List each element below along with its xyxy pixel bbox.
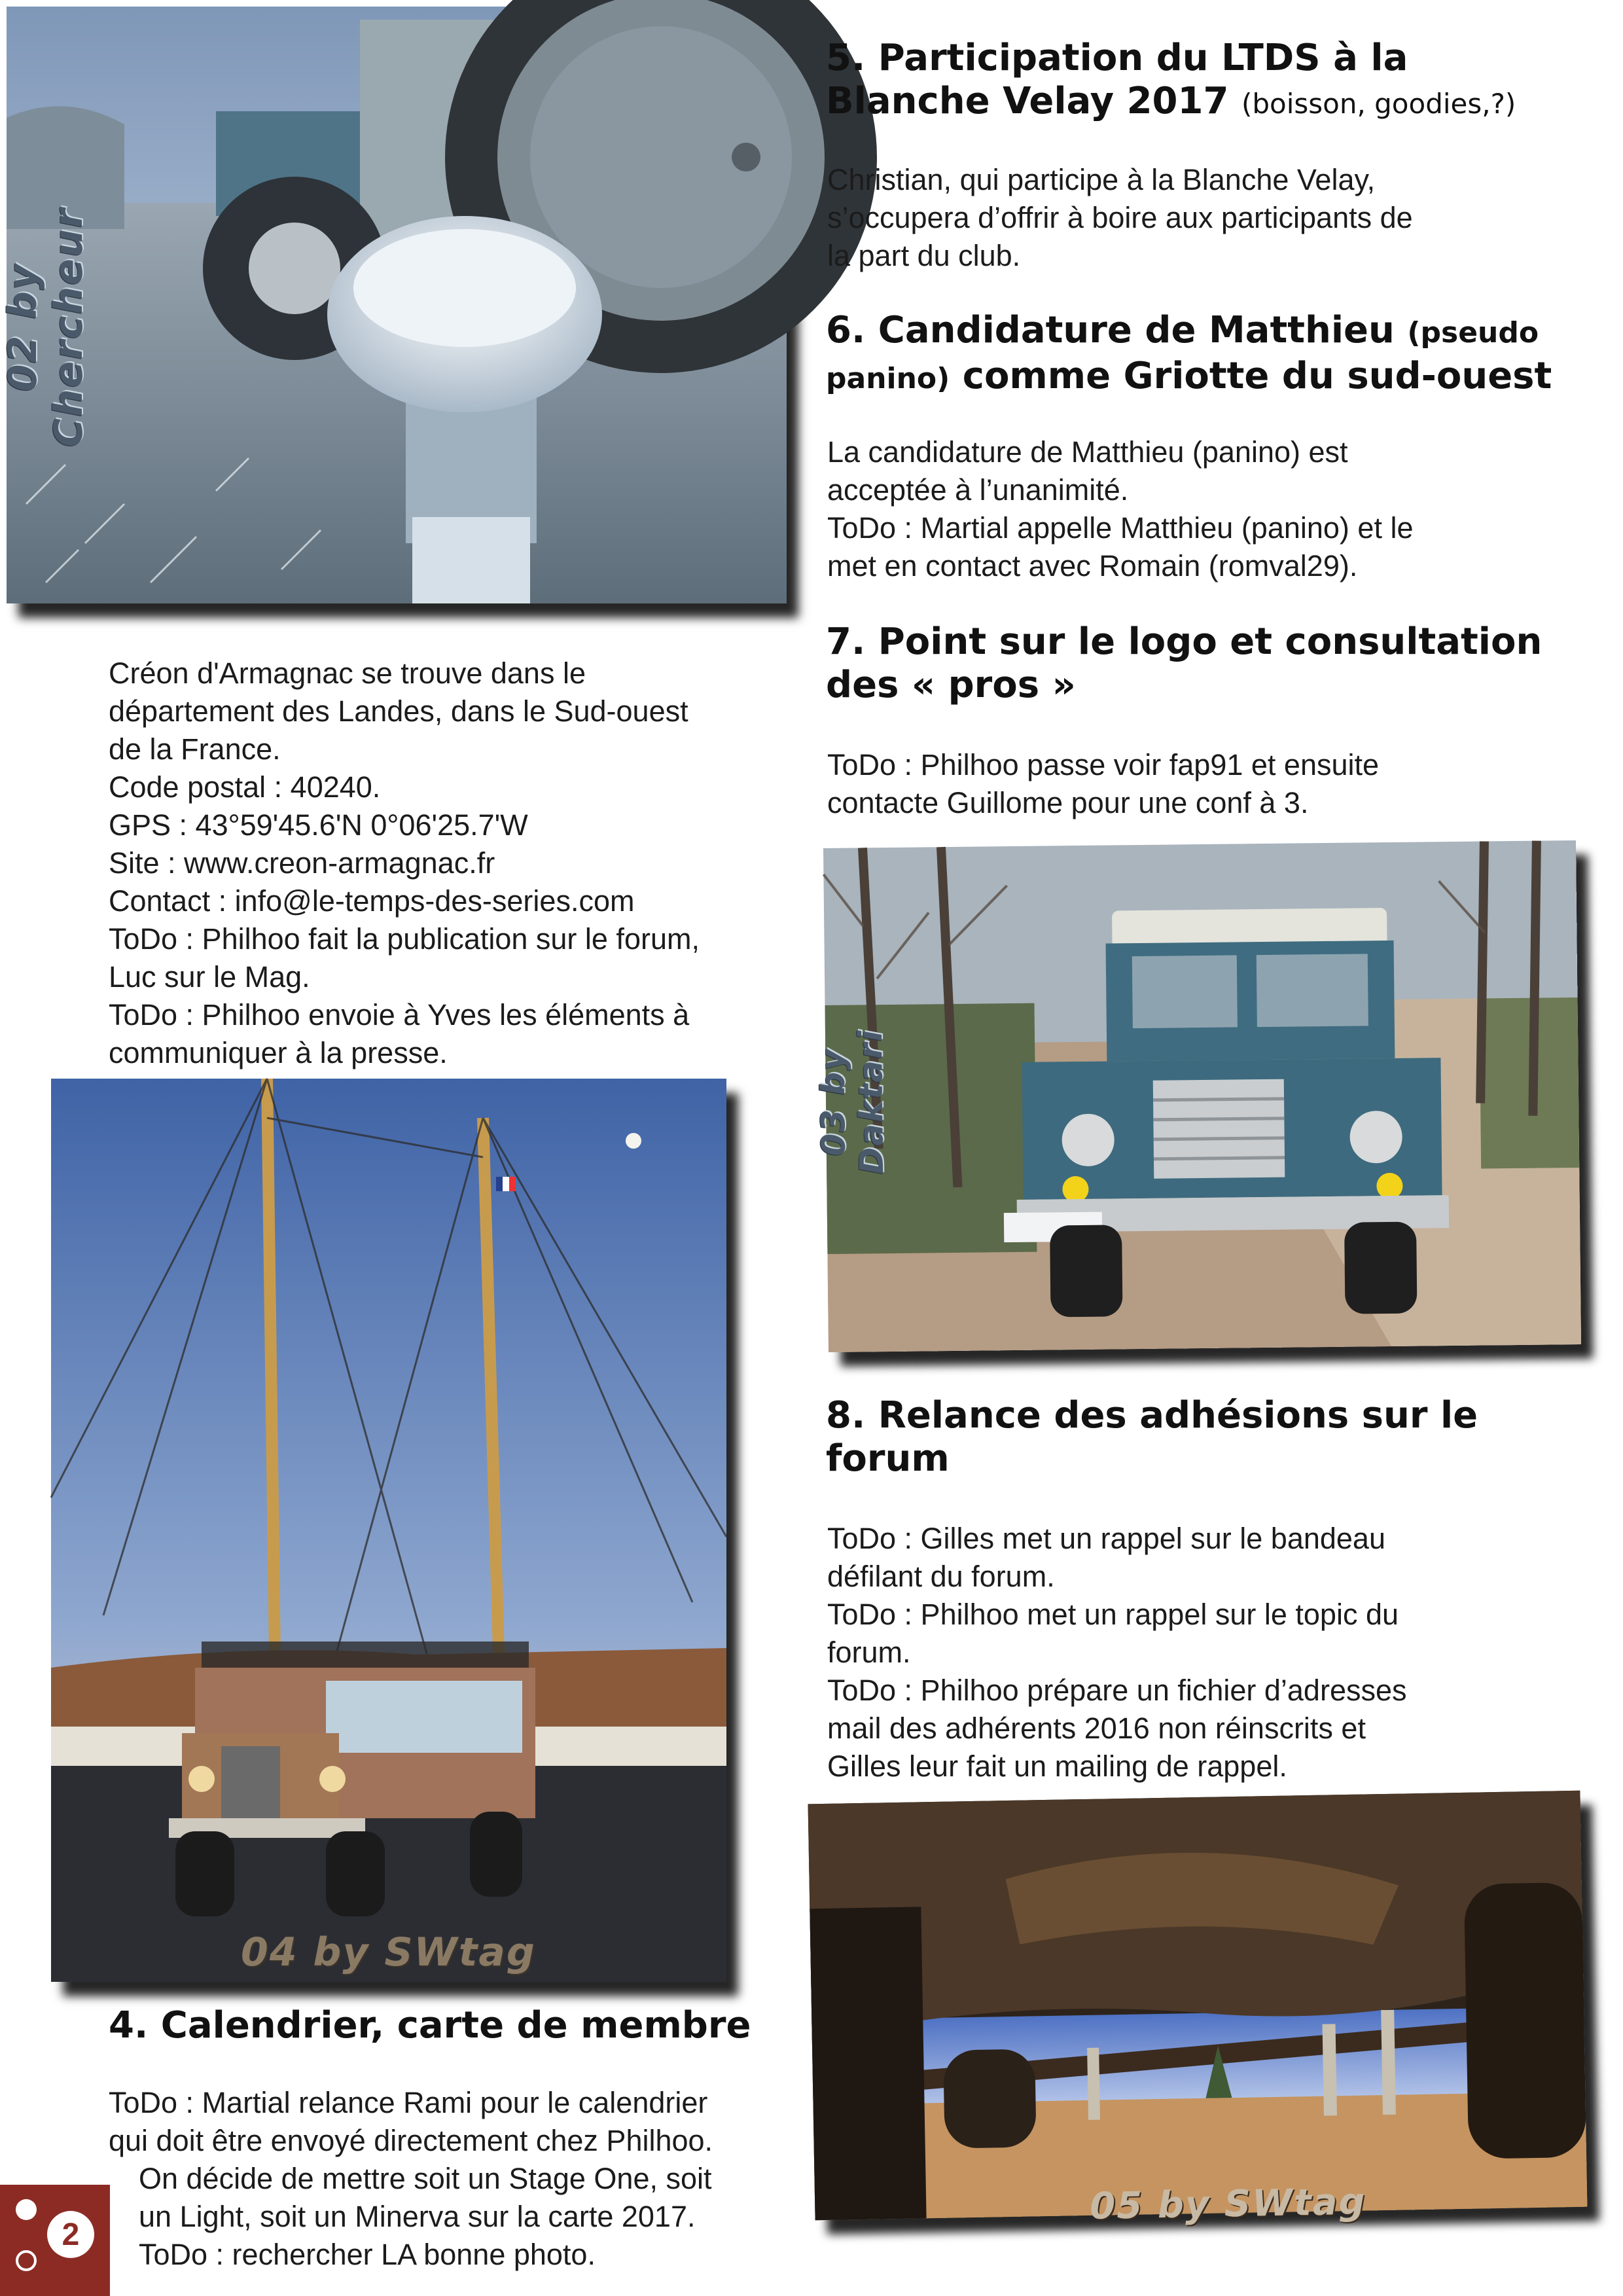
text-line: La candidature de Matthieu (panino) est (827, 435, 1348, 469)
text-line: ToDo : Gilles met un rappel sur le bandeau (827, 1522, 1385, 1555)
text-line: Site : www.creon-armagnac.fr (109, 846, 495, 880)
underside-image (808, 1791, 1588, 2220)
text-line: communiquer à la presse. (109, 1036, 448, 1069)
text-line: ToDo : Martial relance Rami pour le calendrier (109, 2086, 708, 2119)
text-line: la part du club. (827, 239, 1021, 272)
section-5-title-line1: 5. Participation du LTDS à la (826, 37, 1408, 79)
photo-landrover-road (813, 840, 1581, 1352)
text-line: forum. (827, 1636, 911, 1669)
photo-underside (808, 1791, 1588, 2228)
section-6-title-note1: (pseudo (1407, 316, 1539, 350)
text-line: ToDo : Philhoo fait la publication sur le forum, (109, 922, 700, 956)
text-line: qui doit être envoyé directement chez Philhoo. (109, 2124, 713, 2157)
text-line: Gilles leur fait un mailing de rappel. (827, 1749, 1287, 1783)
text-line: acceptée à l’unanimité. (827, 473, 1129, 507)
section-5-title-line2: Blanche Velay 2017 (826, 80, 1229, 122)
text-line: ToDo : Philhoo passe voir fap91 et ensuite (827, 748, 1380, 781)
text-line: ToDo : rechercher LA bonne photo. (139, 2238, 596, 2271)
section-8-title-line1: 8. Relance des adhésions sur le (826, 1394, 1478, 1437)
section-4-heading (109, 2004, 763, 2047)
section-7-title-line1: 7. Point sur le logo et consultation (826, 620, 1543, 663)
section-8-title-line2: forum (826, 1437, 950, 1480)
text-line: ToDo : Martial appelle Matthieu (panino) et le (827, 511, 1414, 545)
text-line: Code postal : 40240. (109, 770, 381, 804)
section-5-title-note: (boisson, goodies,?) (1241, 88, 1516, 120)
section-6-title-line1: 6. Candidature de Matthieu (826, 309, 1395, 351)
text-line: Christian, qui participe à la Blanche Velay, (827, 163, 1376, 196)
text-line: ToDo : Philhoo envoie à Yves les éléments à (109, 998, 690, 1031)
section-6-heading (826, 309, 1598, 401)
nav-dot-filled-icon (16, 2199, 37, 2220)
text-line: On décide de mettre soit un Stage One, soit (139, 2162, 712, 2195)
section-6-title-note2: panino) (826, 362, 950, 395)
section-8-body (827, 1520, 1407, 1785)
section-6-body (827, 433, 1413, 585)
text-line: ToDo : Philhoo met un rappel sur le topic du (827, 1598, 1399, 1631)
text-line: mail des adhérents 2016 non réinscrits et (827, 1712, 1366, 1745)
photo-frost (0, 7, 787, 603)
text-line: s’occupera d’offrir à boire aux participants de (827, 201, 1413, 234)
text-line: GPS : 43°59'45.6'N 0°06'25.7'W (109, 808, 528, 842)
text-line: de la France. (109, 732, 281, 766)
text-line: Contact : info@le-temps-des-series.com (109, 884, 635, 918)
nav-dot-empty-icon (16, 2250, 37, 2271)
section-7-heading (826, 620, 1598, 707)
text-line: ToDo : Philhoo prépare un fichier d’adresses (827, 1674, 1407, 1707)
section-5-body (827, 161, 1413, 275)
text-line: département des Landes, dans le Sud-ouest (109, 694, 688, 728)
text-line: met en contact avec Romain (romval29). (827, 549, 1358, 583)
photo-credit-04: 04 by SWtag (241, 1929, 536, 1975)
section-8-heading (826, 1394, 1598, 1480)
text-line: défilant du forum. (827, 1560, 1055, 1593)
text-line: un Light, soit un Minerva sur la carte 2017. (139, 2200, 696, 2233)
section-5-heading (826, 37, 1598, 126)
photo-credit-03: 03 by Daktari (813, 1029, 891, 1175)
boat-image (51, 1079, 726, 1982)
section-7-title-line2: des « pros » (826, 664, 1076, 706)
text-line: Luc sur le Mag. (109, 960, 310, 994)
section-7-body (827, 746, 1379, 822)
text-line: Créon d'Armagnac se trouve dans le (109, 656, 586, 690)
creon-info (109, 655, 700, 1072)
page-number: 2 (47, 2211, 94, 2258)
text-line: contacte Guillome pour une conf à 3. (827, 786, 1309, 819)
photo-boat (51, 1079, 726, 1982)
frost-image (7, 7, 787, 603)
section-4-body (109, 2084, 713, 2274)
landrover-road-image (823, 840, 1581, 1352)
section-4-title: 4. Calendrier, carte de membre (109, 2004, 751, 2047)
photo-credit-05: 05 by SWtag (1089, 2180, 1367, 2228)
section-6-title-line2: comme Griotte du sud-ouest (962, 355, 1552, 397)
photo-credit-02: 02 by Chercheur (0, 207, 92, 448)
